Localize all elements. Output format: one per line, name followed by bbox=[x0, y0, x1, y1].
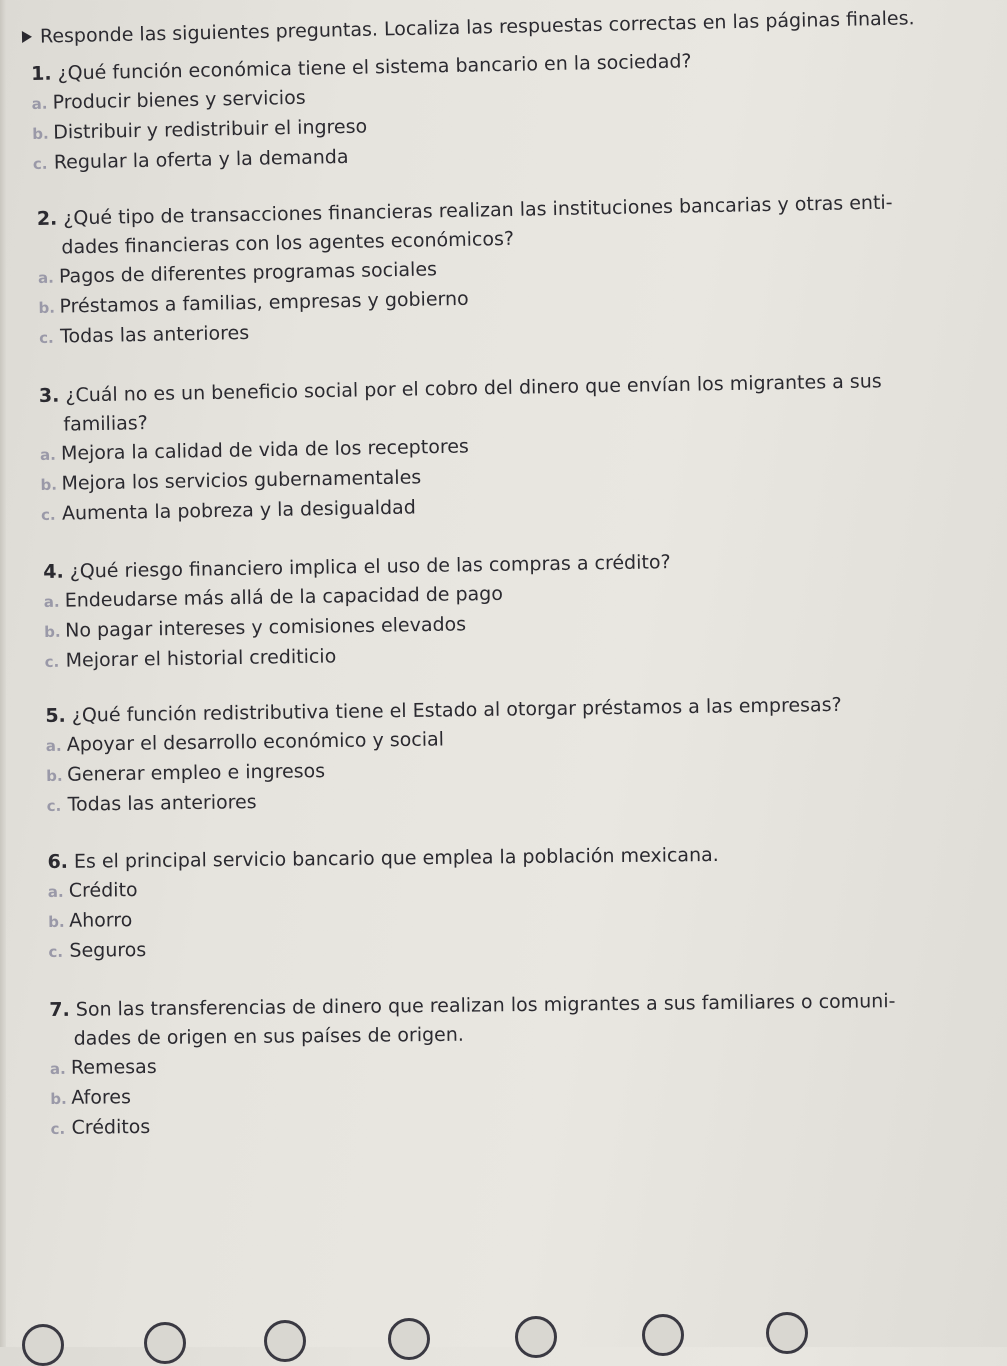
option-b[interactable]: b. Generar empleo e ingresos bbox=[46, 760, 326, 786]
question-text-cont: dades de origen en sus países de origen. bbox=[73, 1023, 465, 1050]
decorative-circle bbox=[515, 1316, 557, 1358]
question-7 bbox=[49, 987, 897, 1144]
option-c[interactable]: c. Todas las anteriores bbox=[38, 321, 250, 348]
option-b[interactable]: b. Ahorro bbox=[48, 909, 133, 932]
question-number: 6. bbox=[47, 850, 69, 874]
decorative-circle bbox=[22, 1324, 64, 1366]
decorative-circle bbox=[388, 1318, 430, 1360]
question-text: ¿Qué función económica tiene el sistema bancario en la sociedad? bbox=[57, 50, 692, 85]
question-number: 2. bbox=[36, 207, 58, 231]
question-text-cont: familias? bbox=[63, 412, 148, 436]
question-number: 5. bbox=[45, 704, 66, 728]
question-6 bbox=[47, 841, 719, 967]
question-1 bbox=[31, 47, 694, 179]
question-text: ¿Qué riesgo financiero implica el uso de las compras a crédito? bbox=[69, 551, 671, 583]
question-5 bbox=[45, 691, 843, 821]
question-text: ¿Qué función redistributiva tiene el Estado al otorgar préstamos a las empresas? bbox=[71, 693, 842, 727]
question-4 bbox=[43, 548, 672, 677]
option-a[interactable]: a. Endeudarse más allá de la capacidad de pago bbox=[43, 582, 504, 612]
question-text-cont: dades financieras con los agentes económicos? bbox=[61, 227, 515, 259]
option-c[interactable]: c. Todas las anteriores bbox=[46, 791, 257, 816]
question-text: ¿Qué tipo de transacciones financieras realizan las instituciones bancarias y otras enti- bbox=[63, 191, 893, 230]
decorative-circle bbox=[264, 1320, 306, 1362]
option-a[interactable]: a. Remesas bbox=[49, 1055, 157, 1079]
question-number: 4. bbox=[43, 560, 64, 584]
option-b[interactable]: b. No pagar intereses y comisiones elevados bbox=[44, 613, 467, 642]
option-a[interactable]: a. Apoyar el desarrollo económico y social bbox=[45, 728, 445, 756]
option-c[interactable]: c. Aumenta la pobreza y la desigualdad bbox=[40, 496, 416, 525]
question-3 bbox=[39, 367, 884, 530]
question-number: 7. bbox=[49, 998, 70, 1022]
question-text: ¿Cuál no es un beneficio social por el cobro del dinero que envían los migrantes a sus bbox=[65, 370, 882, 407]
instruction bbox=[22, 7, 915, 48]
decorative-circle bbox=[766, 1312, 808, 1354]
question-text: Son las transferencias de dinero que realizan los migrantes a sus familiares o comuni- bbox=[75, 990, 896, 1021]
option-b[interactable]: b. Préstamos a familias, empresas y gobierno bbox=[38, 287, 469, 318]
option-c[interactable]: c. Regular la oferta y la demanda bbox=[32, 145, 349, 174]
option-a[interactable]: a. Producir bienes y servicios bbox=[31, 86, 306, 114]
option-c[interactable]: c. Seguros bbox=[48, 938, 147, 962]
option-a[interactable]: a. Mejora la calidad de vida de los receptores bbox=[39, 435, 470, 465]
option-c[interactable]: c. Mejorar el historial crediticio bbox=[44, 645, 337, 672]
option-a[interactable]: a. Crédito bbox=[47, 879, 138, 902]
question-number: 1. bbox=[30, 62, 52, 86]
question-number: 3. bbox=[38, 384, 60, 408]
question-2 bbox=[37, 189, 896, 353]
arrow-bullet-icon bbox=[22, 31, 32, 43]
question-text: Es el principal servicio bancario que emplea la población mexicana. bbox=[73, 843, 719, 873]
option-b[interactable]: b. Mejora los servicios gubernamentales bbox=[40, 466, 422, 495]
decorative-circle bbox=[642, 1314, 684, 1356]
page-edge bbox=[0, 0, 6, 1347]
option-c[interactable]: c. Créditos bbox=[50, 1115, 151, 1139]
option-b[interactable]: b. Afores bbox=[50, 1086, 132, 1109]
option-b[interactable]: b. Distribuir y redistribuir el ingreso bbox=[32, 115, 368, 144]
decorative-circle bbox=[144, 1322, 186, 1364]
instruction-text: Responde las siguientes preguntas. Localiza las respuestas correctas en las páginas finales. bbox=[39, 7, 915, 48]
bottom-decoration bbox=[0, 1310, 1007, 1350]
option-a[interactable]: a. Pagos de diferentes programas sociales bbox=[37, 258, 438, 288]
